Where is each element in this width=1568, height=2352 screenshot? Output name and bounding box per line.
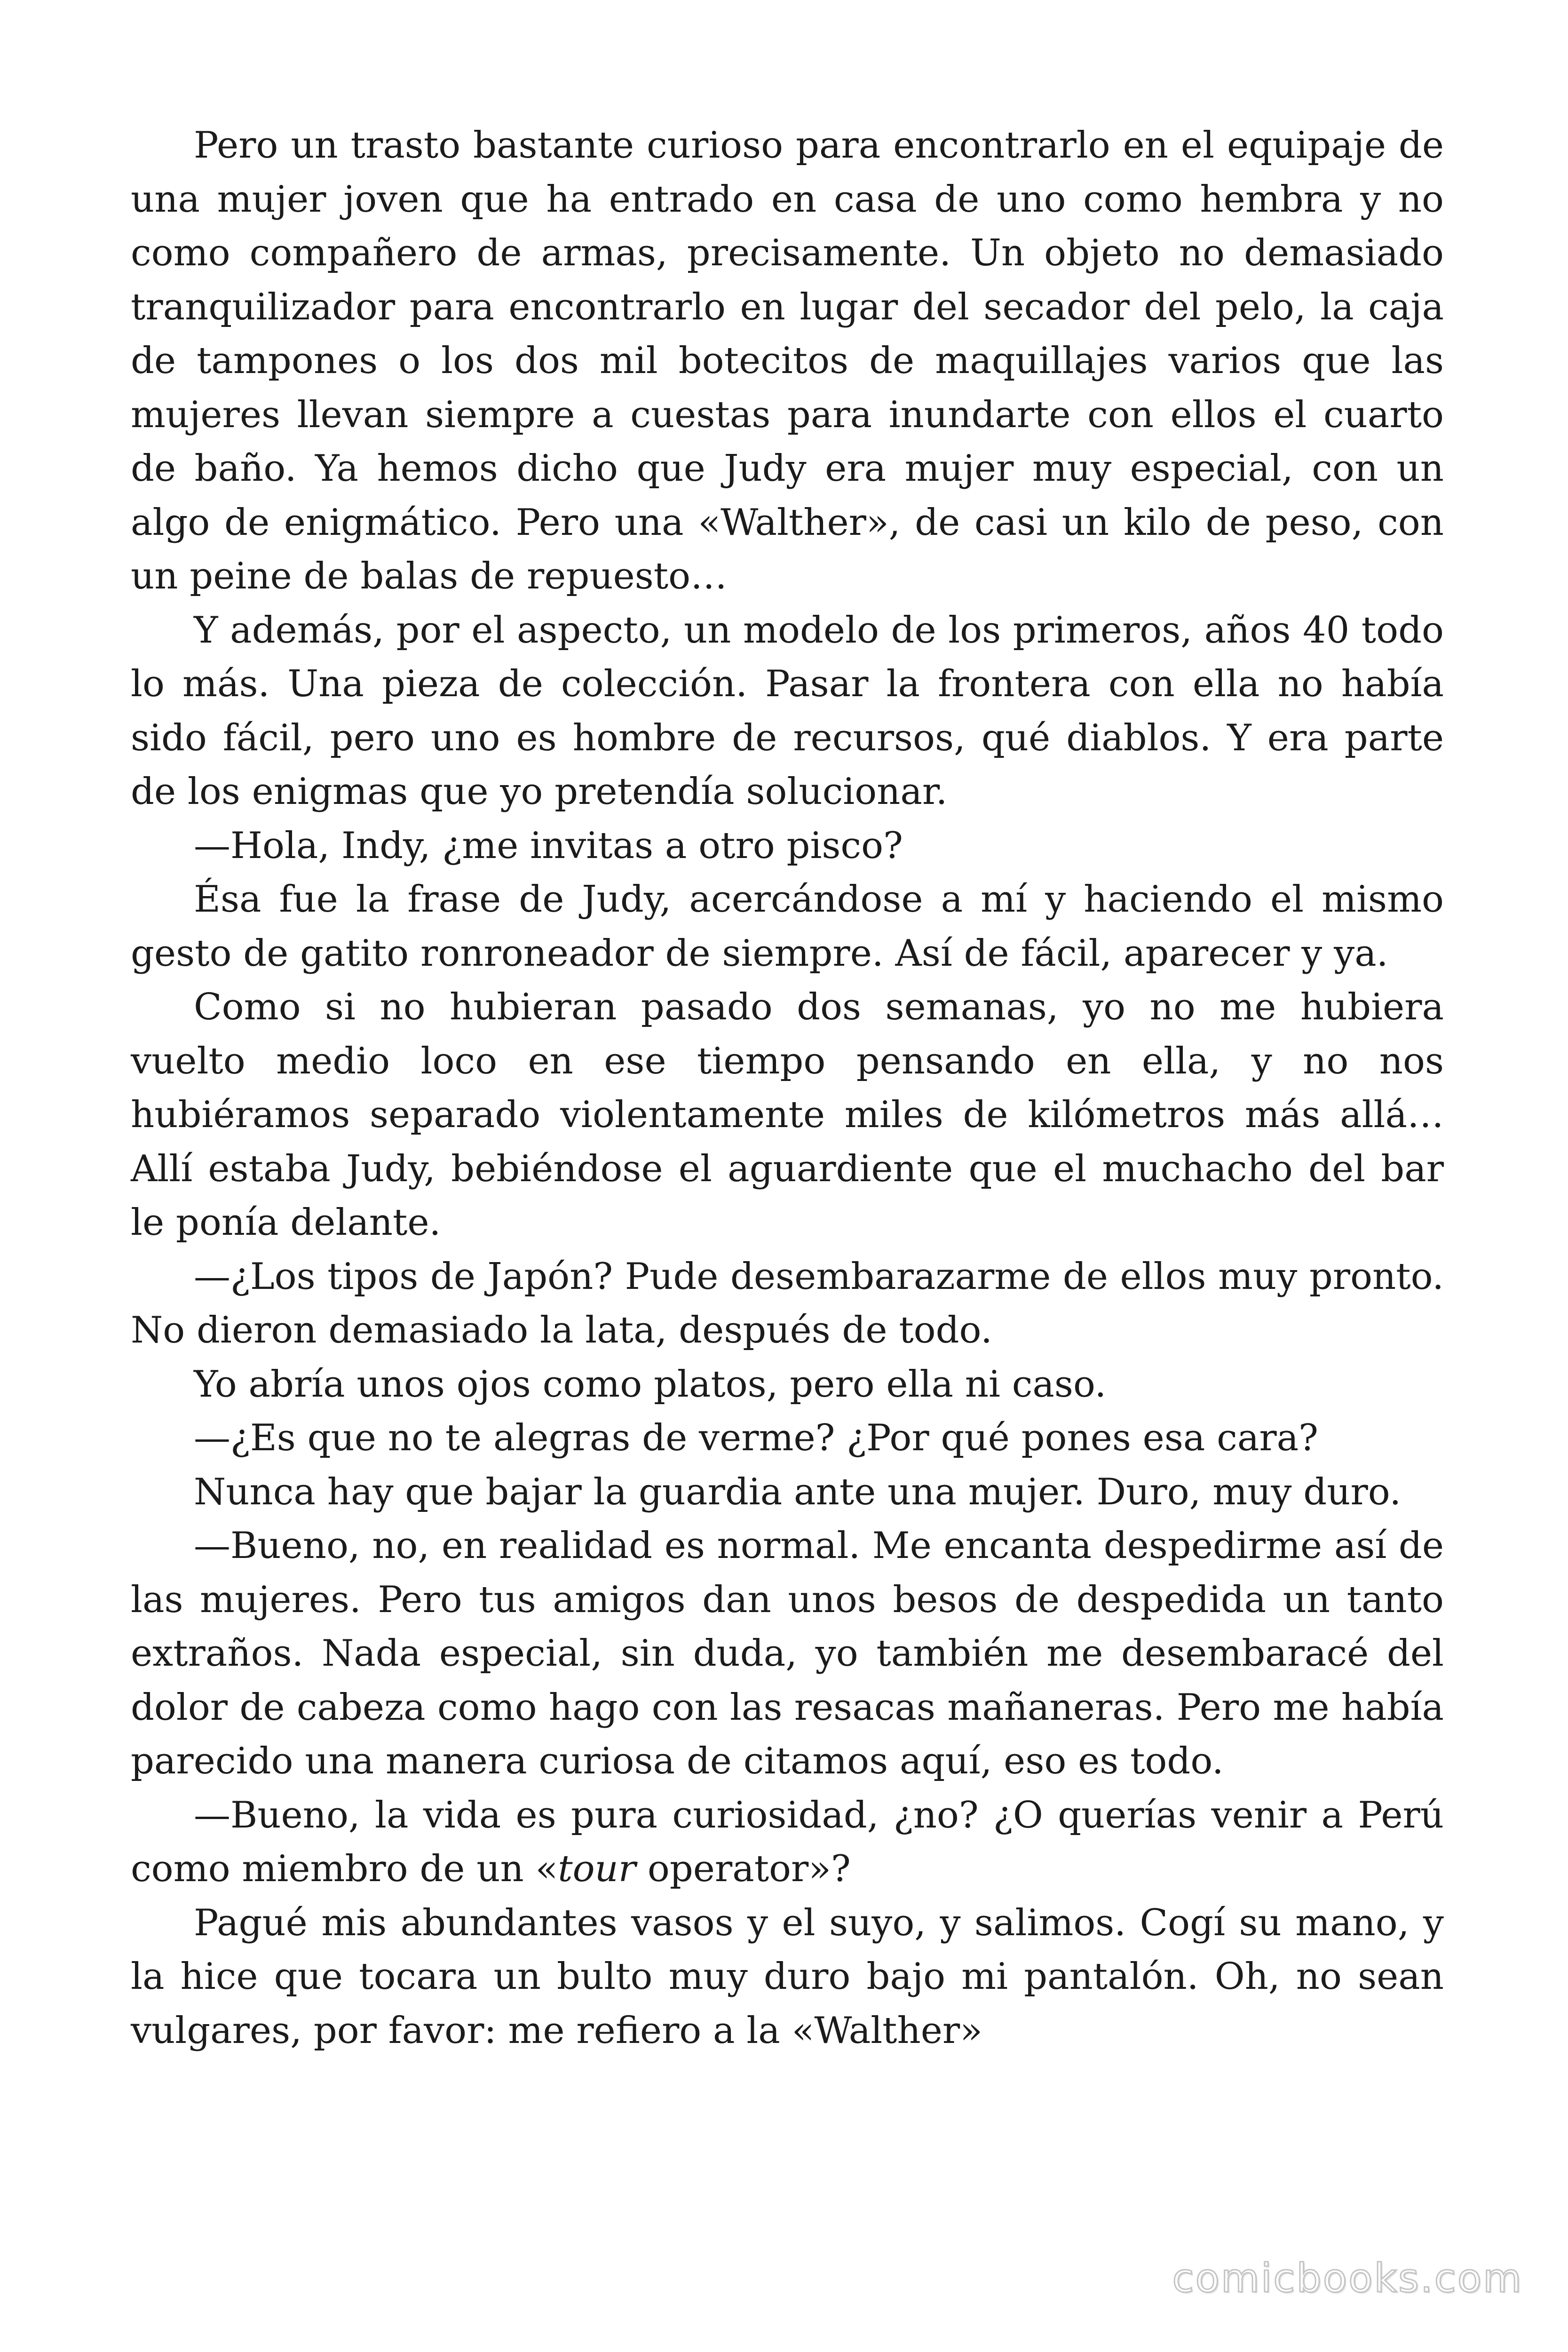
book-page-text [131,119,1444,2058]
paragraph: Pero un trasto bastante curioso para encontrarlo en el equipaje de una mujer joven que ha entrado en casa de uno como hembra y no como compañero de armas, precisamente. Un objeto no demasiado tranquilizador para encontrarlo en lugar del secador del pelo, la caja de tampones o los dos mil botecitos de maquillajes varios que las mujeres llevan siempre a cuestas para inundarte con ellos el cuarto de baño. Ya hemos dicho que Judy era mujer muy especial, con un algo de enigmático. Pero una «Walther», de casi un kilo de peso, con un peine de balas de repuesto… [131,124,1444,597]
paragraph: Y además, por el aspecto, un modelo de los primeros, años 40 todo lo más. Una pieza de colección. Pasar la frontera con ella no había sido fácil, pero uno es hombre de recursos, qué diablos. Y era parte de los enigmas que yo pretendía solucionar. [131,609,1444,813]
dialogue-paragraph: —Hola, Indy, ¿me invitas a otro pisco? [194,824,903,867]
dialogue-paragraph: —Bueno, no, en realidad es normal. Me encanta despedirme así de las mujeres. Pero tus amigos dan unos besos de despedida un tanto extraños. Nada especial, sin duda, yo también me desembaracé del dolor de cabeza como hago con las resacas mañaneras. Pero me había parecido una manera curiosa de citamos aquí, eso es todo. [131,1525,1444,1782]
dialogue-paragraph [131,1788,1444,1896]
watermark-logo: comicbooks.com [1172,2255,1523,2301]
italic-word: tour [558,1848,636,1890]
paragraph: Yo abría unos ojos como platos, pero ella ni caso. [194,1363,1107,1406]
paragraph: Ésa fue la frase de Judy, acercándose a mí y haciendo el mismo gesto de gatito ronroneador de siempre. Así de fácil, aparecer y ya. [131,878,1444,975]
dialogue-paragraph: —¿Es que no te alegras de verme? ¿Por qué pones esa cara? [194,1417,1318,1459]
dialogue-paragraph: —¿Los tipos de Japón? Pude desembarazarme de ellos muy pronto. No dieron demasiado la lata, después de todo. [131,1255,1444,1351]
paragraph: Nunca hay que bajar la guardia ante una mujer. Duro, muy duro. [194,1470,1402,1513]
paragraph-text-after-italic: operator»? [636,1848,851,1890]
paragraph: Como si no hubieran pasado dos semanas, yo no me hubiera vuelto medio loco en ese tiempo pensando en ella, y no nos hubiéramos separado violentamente miles de kilómetros más allá… Allí estaba Judy, bebiéndose el aguardiente que el muchacho del bar le ponía delante. [131,986,1444,1244]
paragraph: Pagué mis abundantes vasos y el suyo, y salimos. Cogí su mano, y la hice que tocara un bulto muy duro bajo mi pantalón. Oh, no sean vulgares, por favor: me refiero a la «Walther» [131,1901,1444,2052]
paragraph-text-before-italic: —Bueno, la vida es pura curiosidad, ¿no? ¿O querías venir a Perú como miembro de un « [131,1794,1444,1890]
